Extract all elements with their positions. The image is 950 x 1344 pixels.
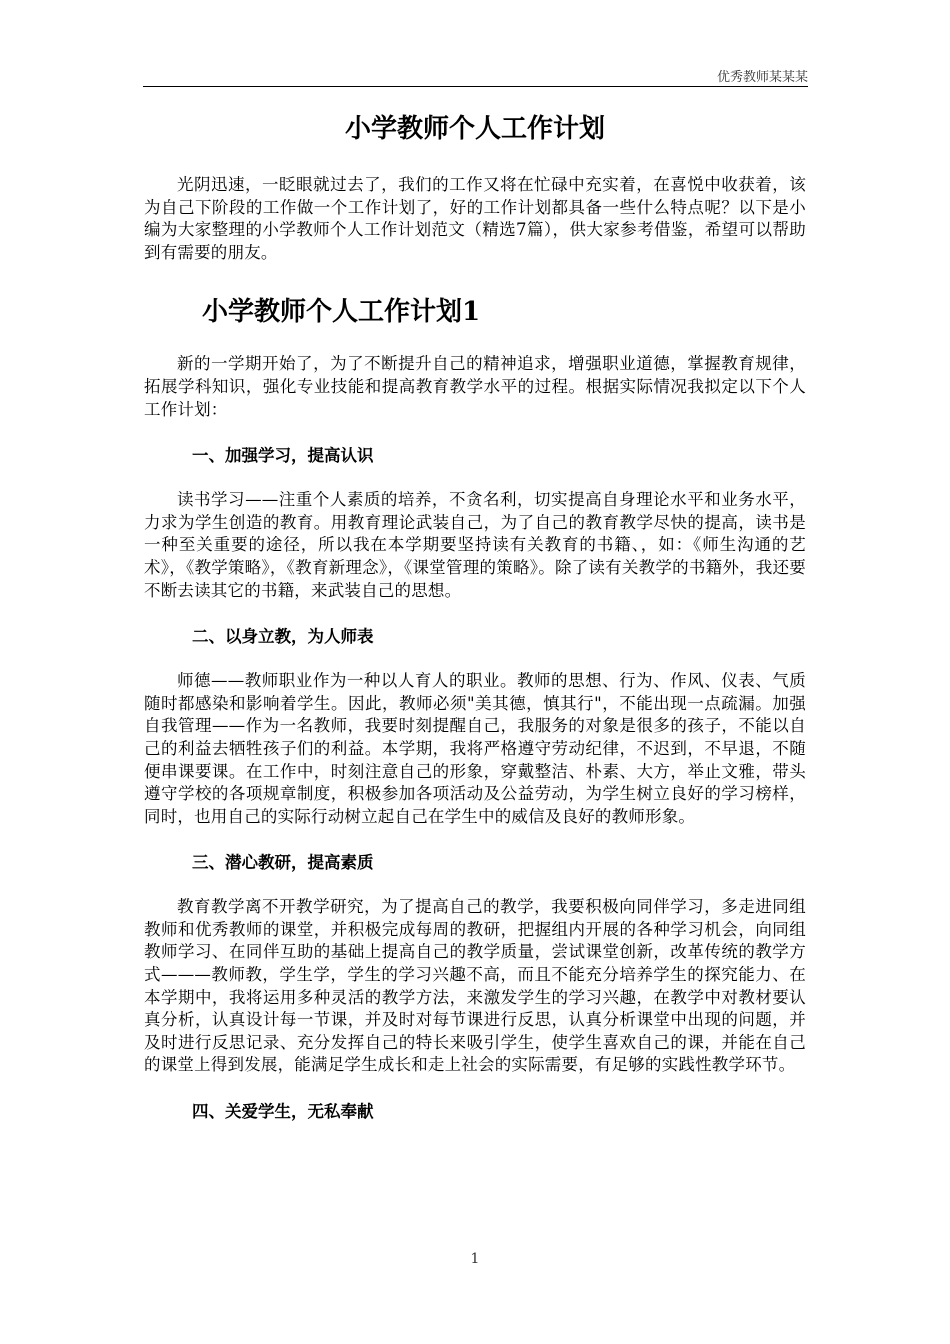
subsection-3-body: 教育教学离不开教学研究，为了提高自己的教学，我要积极向同伴学习，多走进同组教师和优秀教师的课堂，并积极完成每周的教研，把握组内开展的各种学习机会，向同组教师学习、在同伴互助的基础上提高自己的教学质量，尝试课堂创新，改革传统的教学方式———教师教，学生学，学生的学习兴趣不高，而且不能充分培养学生的探究能力、在本学期中，我将运用多种灵活的教学方法，来激发学生的学习兴趣，在教学中对教材要认真分析，认真设计每一节课，并及时对每节课进行反思，认真分析课堂中出现的问题，并及时进行反思记录、充分发挥自己的特长来吸引学生，使学生喜欢自己的课，并能在自己的课堂上得到发展，能满足学生成长和走上社会的实际需要，有足够的实践性教学环节。 (144, 897, 806, 1075)
subheading-2: 二、以身立教，为人师表 (192, 627, 374, 647)
document-title: 小学教师个人工作计划 (344, 114, 605, 144)
section-1-intro: 新的一学期开始了，为了不断提升自己的精神追求，增强职业道德，掌握教育规律，拓展学科知识，强化专业技能和提高教育教学水平的过程。根据实际情况我拟定以下个人工作计划： (144, 354, 806, 419)
subsection-1-body: 读书学习——注重个人素质的培养，不贪名利，切实提高自身理论水平和业务水平，力求为学生创造的教育。用教育理论武装自己，为了自己的教育教学尽快的提高，读书是一种至关重要的途径，所以我在本学期要坚持读有关教育的书籍、，如：《师生沟通的艺术》，《教学策略》，《教育新理念》，《课堂管理的策略》。除了读有关教学的书籍外，我还要不断去读其它的书籍，来武装自己的思想。 (144, 490, 806, 600)
subheading-3: 三、潜心教研，提高素质 (192, 853, 374, 873)
header-rule (143, 86, 808, 87)
page-number: 1 (470, 1251, 480, 1267)
subheading-4: 四、关爱学生，无私奉献 (192, 1102, 374, 1122)
running-header: 优秀教师某某某 (716, 70, 808, 85)
subheading-1: 一、加强学习，提高认识 (192, 446, 374, 466)
document-body (144, 112, 806, 1145)
section-heading-1: 小学教师个人工作计划1 (202, 297, 481, 328)
intro-paragraph: 光阴迅速，一眨眼就过去了，我们的工作又将在忙碌中充实着，在喜悦中收获着，该为自己下阶段的工作做一个工作计划了，好的工作计划都具备一些什么特点呢？以下是小编为大家整理的小学教师个人工作计划范文（精选7篇），供大家参考借鉴，希望可以帮助到有需要的朋友。 (144, 175, 806, 262)
subsection-2-body: 师德——教师职业作为一种以人育人的职业。教师的思想、行为、作风、仪表、气质随时都感染和影响着学生。因此，教师必须"美其德，慎其行"，不能出现一点疏漏。加强自我管理——作为一名教师，我要时刻提醒自己，我服务的对象是很多的孩子，不能以自己的利益去牺牲孩子们的利益。本学期，我将严格遵守劳动纪律，不迟到，不早退，不随便串课要课。在工作中，时刻注意自己的形象，穿戴整洁、朴素、大方，举止文雅，带头遵守学校的各项规章制度，积极参加各项活动及公益劳动，为学生树立良好的学习榜样，同时，也用自己的实际行动树立起自己在学生中的威信及良好的教师形象。 (144, 671, 806, 826)
